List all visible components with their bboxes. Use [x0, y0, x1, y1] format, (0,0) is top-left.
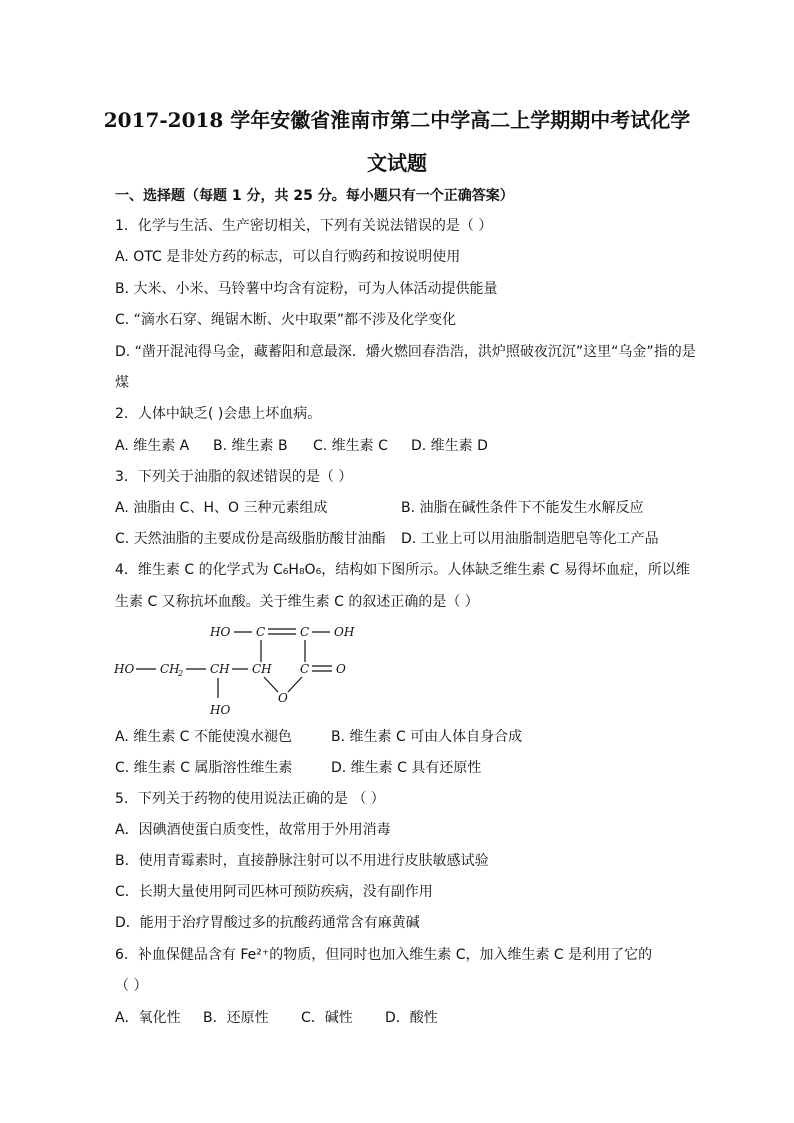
q2-option-d: D. 维生素 D [411, 438, 488, 454]
q1-option-c: C. “滴水石穿、绳锯木断、火中取栗”都不涉及化学变化 [115, 312, 457, 328]
q5-option-a: A．因碘酒使蛋白质变性，故常用于外用消毒 [115, 822, 391, 838]
q1-option-d-cont: 煤 [115, 375, 129, 391]
struct-ho-left: HO [114, 662, 135, 676]
struct-ho-bottom: HO [210, 703, 231, 717]
q2-option-a: A. 维生素 A [115, 438, 190, 454]
q6-option-c: C．碱性 [301, 1010, 353, 1026]
q6-option-b: B．还原性 [203, 1010, 269, 1026]
q2-option-b: B. 维生素 B [213, 438, 288, 454]
q4-stem: 4．维生素 C 的化学式为 C₆H₈O₆，结构如下图所示。人体缺乏维生素 C 易得坏血症，所以维 [115, 562, 690, 578]
q6-option-d: D．酸性 [385, 1010, 438, 1026]
q4-stem-cont: 生素 C 又称抗坏血酸。关于维生素 C 的叙述正确的是（ ） [115, 594, 479, 610]
q4-option-c: C. 维生素 C 属脂溶性维生素 [115, 760, 293, 776]
q3-option-d: D. 工业上可以用油脂制造肥皂等化工产品 [401, 531, 659, 547]
q4-option-a: A. 维生素 C 不能使溴水褪色 [115, 729, 292, 745]
struct-o-ring: O [278, 691, 288, 705]
q6-stem-cont: （ ） [115, 978, 148, 994]
struct-c1: C [256, 625, 266, 639]
struct-ch2: CH [160, 662, 180, 676]
q3-option-b: B. 油脂在碱性条件下不能发生水解反应 [401, 500, 644, 516]
q6-stem: 6．补血保健品含有 Fe²⁺的物质，但同时也加入维生素 C，加入维生素 C 是利用了它的 [115, 947, 653, 963]
struct-ch-b: CH [252, 662, 272, 676]
q5-stem: 5．下列关于药物的使用说法正确的是 （ ） [115, 791, 385, 807]
q1-option-d: D. “凿开混沌得乌金，藏蓄阳和意最深．爝火燃回春浩浩，洪炉照破夜沉沉”这里“乌金”指的是 [115, 344, 696, 360]
q1-stem: 1．化学与生活、生产密切相关，下列有关说法错误的是（ ） [115, 218, 493, 234]
q2-stem: 2．人体中缺乏( )会患上坏血病。 [115, 406, 322, 422]
q3-stem: 3．下列关于油脂的叙述错误的是（ ） [115, 469, 353, 485]
struct-c3: C [300, 662, 310, 676]
struct-oh-top: OH [334, 625, 355, 639]
q3-option-a: A. 油脂由 C、H、O 三种元素组成 [115, 500, 328, 516]
struct-c2: C [300, 625, 310, 639]
q1-option-b: B. 大米、小米、马铃薯中均含有淀粉，可为人体活动提供能量 [115, 281, 498, 297]
struct-ch-a: CH [210, 662, 230, 676]
q5-option-b: B．使用青霉素时，直接静脉注射可以不用进行皮肤敏感试验 [115, 853, 489, 869]
struct-ho-top: HO [210, 625, 231, 639]
q3-option-c: C. 天然油脂的主要成份是高级脂肪酸甘油酯 [115, 531, 386, 547]
q1-option-a: A. OTC 是非处方药的标志，可以自行购药和按说明使用 [115, 249, 461, 265]
q4-option-d: D. 维生素 C 具有还原性 [331, 760, 482, 776]
q5-option-d: D．能用于治疗胃酸过多的抗酸药通常含有麻黄碱 [115, 915, 420, 931]
exam-title-line1: 2017-2018 学年安徽省淮南市第二中学高二上学期期中考试化学 [103, 108, 691, 132]
exam-title-line2: 文试题 [367, 151, 427, 175]
q4-option-b: B. 维生素 C 可由人体自身合成 [331, 729, 523, 745]
q6-option-a: A．氧化性 [115, 1010, 181, 1026]
struct-ch2-sub: 2 [178, 669, 184, 678]
section-heading: 一、选择题（每题 1 分，共 25 分。每小题只有一个正确答案） [115, 188, 514, 204]
struct-o-right: O [336, 662, 346, 676]
q5-option-c: C．长期大量使用阿司匹林可预防疾病，没有副作用 [115, 884, 433, 900]
q2-option-c: C. 维生素 C [313, 438, 388, 454]
vitamin-c-structure [110, 620, 370, 720]
